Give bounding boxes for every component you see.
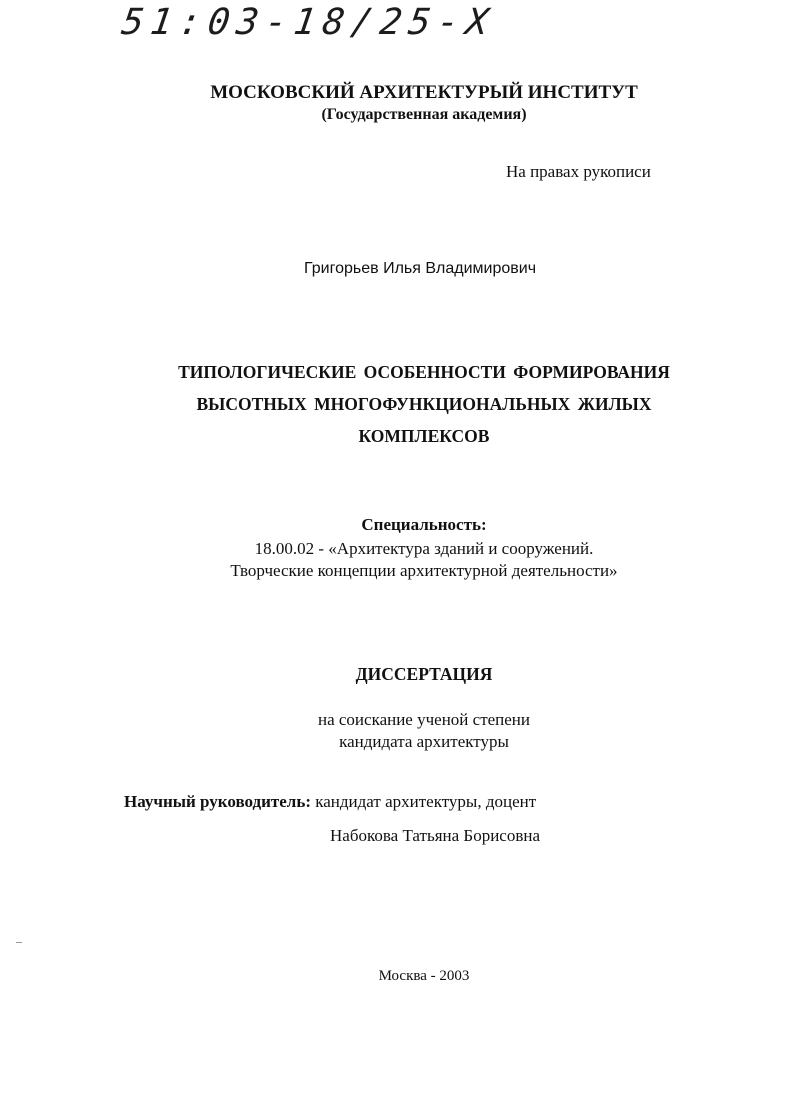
degree-line-1: на соискание ученой степени xyxy=(317,710,531,729)
institute-name: МОСКОВСКИЙ АРХИТЕКТУРЫЙ ИНСТИТУТ xyxy=(210,82,638,103)
author-name: Григорьев Илья Владимирович xyxy=(304,260,537,277)
institute-subtitle: (Государственная академия) xyxy=(321,106,527,123)
specialty-line-1: 18.00.02 - «Архитектура зданий и сооружений. xyxy=(254,539,594,558)
title-line-2: ВЫСОТНЫХ МНОГОФУНКЦИОНАЛЬНЫХ ЖИЛЫХ xyxy=(196,394,652,414)
work-type: ДИССЕРТАЦИЯ xyxy=(355,664,493,684)
advisor-label: Научный руководитель: xyxy=(124,792,311,811)
scan-speck xyxy=(16,942,22,943)
specialty-line-2: Творческие концепции архитектурной деятельности» xyxy=(230,561,618,580)
title-line-1: ТИПОЛОГИЧЕСКИЕ ОСОБЕННОСТИ ФОРМИРОВАНИЯ xyxy=(178,362,670,382)
title-line-3: КОМПЛЕКСОВ xyxy=(358,426,490,446)
rights-note: На правах рукописи xyxy=(506,162,651,181)
degree-line-2: кандидата архитектуры xyxy=(339,732,509,751)
advisor-credentials: кандидат архитектуры, доцент xyxy=(311,792,537,811)
specialty-label: Специальность: xyxy=(361,515,487,534)
advisor-name: Набокова Татьяна Борисовна xyxy=(330,826,541,845)
specialty-value xyxy=(0,538,798,582)
city-year: Москва - 2003 xyxy=(378,968,470,984)
dissertation-title xyxy=(0,356,798,452)
archive-stamp-handwritten: 51:03-18/25-X xyxy=(119,2,498,43)
degree-statement xyxy=(0,709,798,753)
advisor-line xyxy=(124,792,536,812)
